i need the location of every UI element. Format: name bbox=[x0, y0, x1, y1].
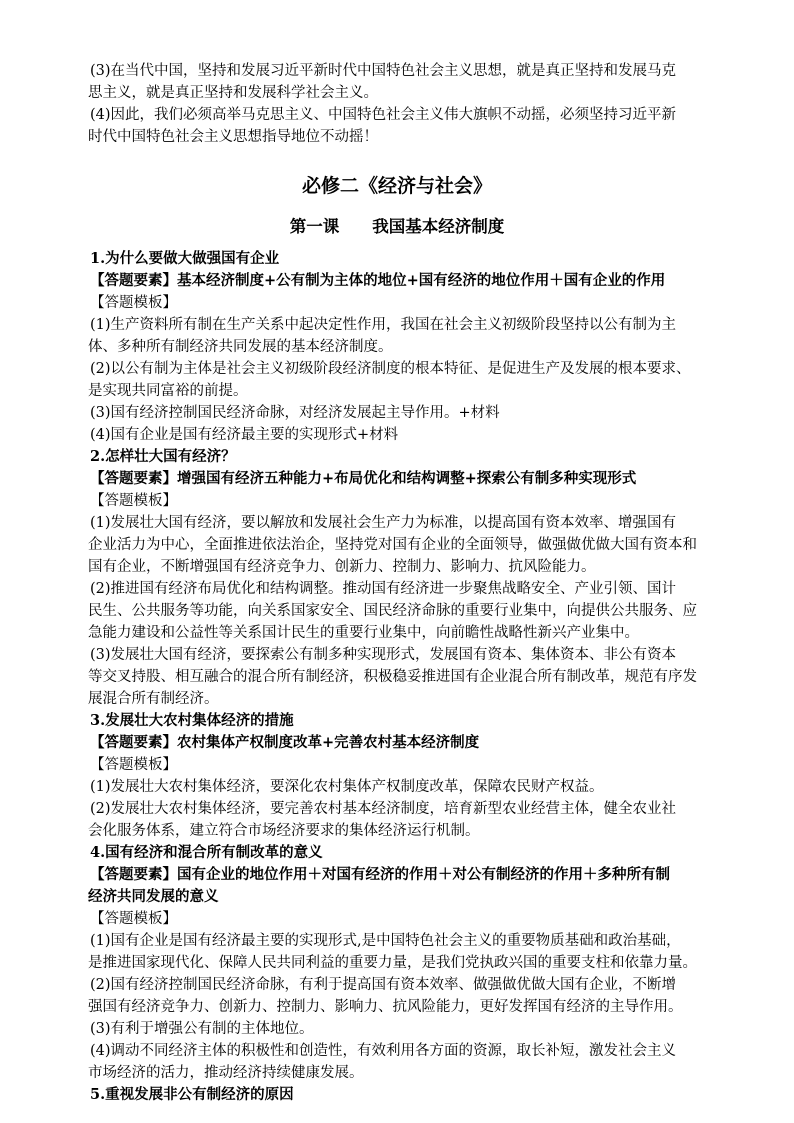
text-line: (1)国有企业是国有经济最主要的实现形式,是中国特色社会主义的重要物质基础和政治基础， bbox=[90, 933, 681, 949]
text-line: (2)国有经济控制国民经济命脉，有利于提高国有资本效率、做强做优做大国有企业，不断增 bbox=[90, 977, 677, 993]
text-line: 急能力建设和公益性等关系国计民生的重要行业集中，向前瞻性战略性新兴产业集中。 bbox=[88, 625, 639, 641]
section-heading: 2.怎样壮大国有经济？ bbox=[90, 448, 236, 465]
text-line: 国有企业，不断增强国有经济竞争力、创新力、控制力、影响力、抗风险能力。 bbox=[88, 559, 596, 575]
text-line: (1)生产资料所有制在生产关系中起决定性作用，我国在社会主义初级阶段坚持以公有制为主 bbox=[90, 317, 677, 333]
answer-elements-cont: 经济共同发展的意义 bbox=[88, 888, 219, 905]
text-line: (3)国有经济控制国民经济命脉，对经济发展起主导作用。+材料 bbox=[90, 405, 500, 421]
text-line: 体、多种所有制经济共同发展的基本经济制度。 bbox=[88, 339, 393, 355]
text-line: 民生、公共服务等功能，向关系国家安全、国民经济命脉的重要行业集中，向提供公共服务、应 bbox=[88, 603, 697, 619]
intro-p4-line2: 时代中国特色社会主义思想指导地位不动摇！ bbox=[88, 129, 378, 145]
answer-elements: 【答题要素】增强国有经济五种能力+布局优化和结构调整+探索公有制多种实现形式 bbox=[90, 470, 637, 487]
answer-elements: 【答题要素】基本经济制度+公有制为主体的地位+国有经济的地位作用＋国有企业的作用 bbox=[90, 272, 666, 289]
intro-p4-line1: (4)因此，我们必须高举马克思主义、中国特色社会主义伟大旗帜不动摇，必须坚持习近平新 bbox=[90, 107, 677, 123]
section-heading: 3.发展壮大农村集体经济的措施 bbox=[90, 712, 294, 729]
answer-elements: 【答题要素】国有企业的地位作用＋对国有经济的作用＋对公有制经济的作用＋多种所有制 bbox=[90, 866, 670, 883]
text-line: 市场经济的活力，推动经济持续健康发展。 bbox=[88, 1065, 364, 1081]
section-heading: 1.为什么要做大做强国有企业 bbox=[90, 250, 280, 267]
text-line: (4)调动不同经济主体的积极性和创造性，有效利用各方面的资源，取长补短，激发社会主义 bbox=[90, 1043, 677, 1059]
text-line: 企业活力为中心，全面推进依法治企，坚持党对国有企业的全面领导，做强做优做大国有资本和 bbox=[88, 537, 697, 553]
text-line: (1)发展壮大农村集体经济，要深化农村集体产权制度改革，保障农民财产权益。 bbox=[90, 779, 604, 795]
text-line: 是推进国家现代化、保障人民共同利益的重要力量，是我们党执政兴国的重要支柱和依靠力量。 bbox=[88, 955, 697, 971]
text-line: 强国有经济竞争力、创新力、控制力、影响力、抗风险能力，更好发挥国有经济的主导作用。 bbox=[88, 999, 683, 1015]
text-line: (3)发展壮大国有经济，要探索公有制多种实现形式，发展国有资本、集体资本、非公有资本 bbox=[90, 647, 677, 663]
page-title: 必修二《经济与社会》 bbox=[301, 175, 492, 197]
template-label: 【答题模板】 bbox=[90, 757, 177, 773]
text-line: 等交叉持股、相互融合的混合所有制经济，积极稳妥推进国有企业混合所有制改革，规范有序发 bbox=[88, 669, 697, 685]
section-heading: 4.国有经济和混合所有制改革的意义 bbox=[90, 844, 323, 861]
text-line: 会化服务体系，建立符合市场经济要求的集体经济运行机制。 bbox=[88, 823, 480, 839]
text-line: 是实现共同富裕的前提。 bbox=[88, 383, 248, 399]
lesson-title: 第一课 我国基本经济制度 bbox=[289, 217, 505, 236]
section-heading: 5.重视发展非公有制经济的原因 bbox=[90, 1086, 294, 1103]
text-line: (2)以公有制为主体是社会主义初级阶段经济制度的根本特征、是促进生产及发展的根本要求、 bbox=[90, 361, 691, 377]
intro-p3-line2: 思主义，就是真正坚持和发展科学社会主义。 bbox=[88, 85, 378, 101]
text-line: (2)推进国有经济布局优化和结构调整。推动国有经济进一步聚焦战略安全、产业引领、国计 bbox=[90, 581, 677, 597]
text-line: (4)国有企业是国有经济最主要的实现形式+材料 bbox=[90, 427, 399, 443]
template-label: 【答题模板】 bbox=[90, 295, 177, 311]
intro-p3-line1: (3)在当代中国，坚持和发展习近平新时代中国特色社会主义思想，就是真正坚持和发展马克 bbox=[90, 63, 677, 79]
text-line: (3)有利于增强公有制的主体地位。 bbox=[90, 1021, 314, 1037]
text-line: (2)发展壮大农村集体经济，要完善农村基本经济制度，培育新型农业经营主体，健全农业社 bbox=[90, 801, 677, 817]
answer-elements: 【答题要素】农村集体产权制度改革+完善农村基本经济制度 bbox=[90, 734, 480, 751]
template-label: 【答题模板】 bbox=[90, 493, 177, 509]
text-line: 展混合所有制经济。 bbox=[88, 691, 219, 707]
template-label: 【答题模板】 bbox=[90, 911, 177, 927]
text-line: (1)发展壮大国有经济，要以解放和发展社会生产力为标准，以提高国有资本效率、增强国有 bbox=[90, 515, 677, 531]
